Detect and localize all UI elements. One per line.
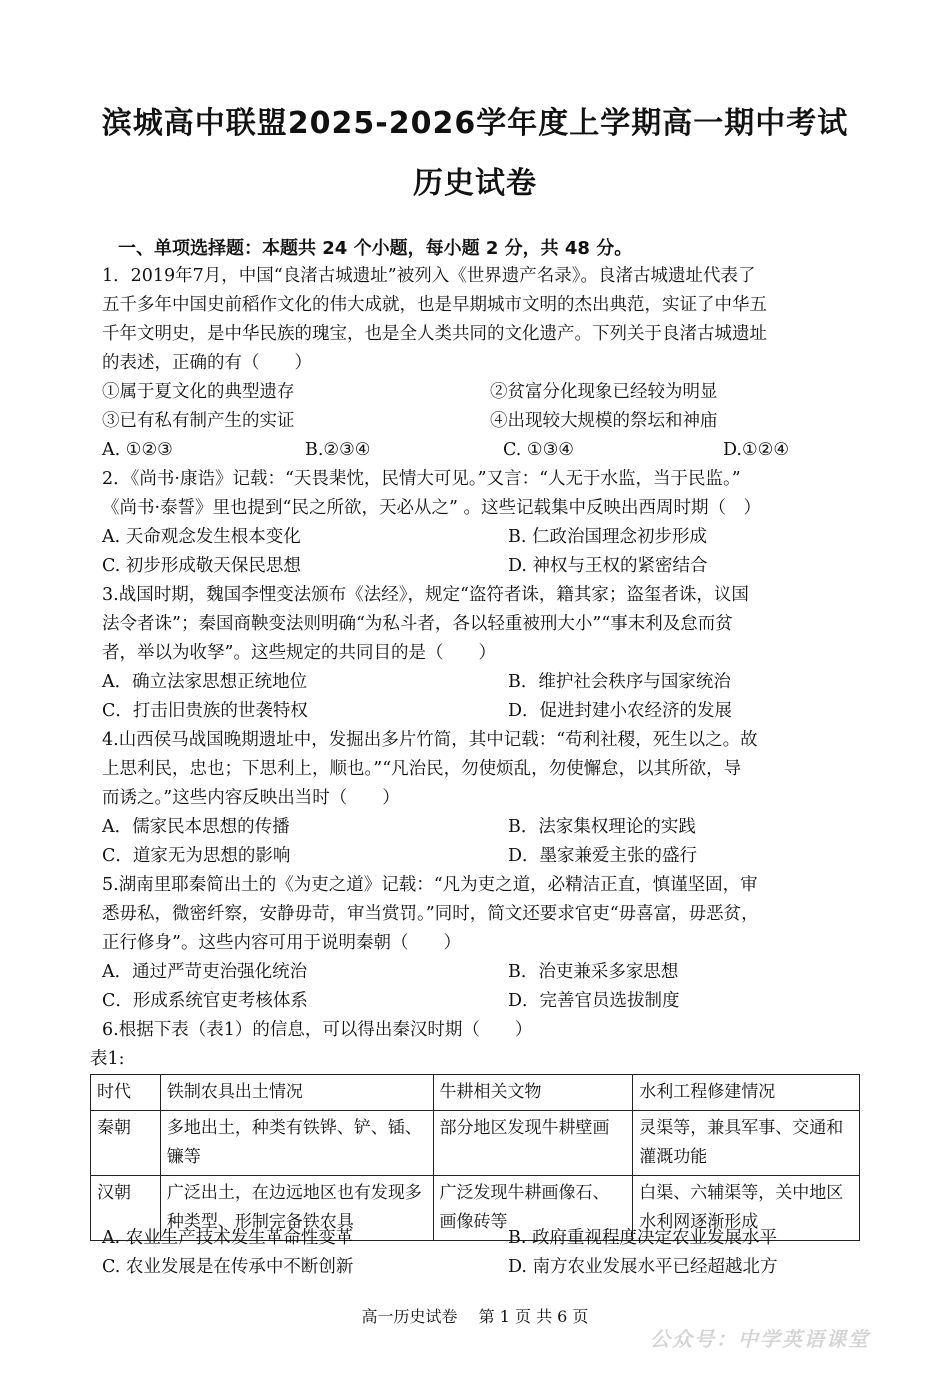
q5-option-a: A．通过严苛吏治强化统治	[102, 962, 308, 982]
q6-stem: 6.根据下表（表1）的信息，可以得出秦汉时期（ ）	[102, 1020, 533, 1040]
q3-stem-line: 3.战国时期，魏国李悝变法颁布《法经》，规定“盗符者诛，籍其家；盗玺者诛，议国	[102, 585, 749, 605]
q1-item: ①属于夏文化的典型遗存	[102, 382, 295, 402]
table-cell: 汉朝	[91, 1176, 161, 1241]
table-header-cell: 牛耕相关文物	[433, 1075, 633, 1111]
q2-option-b: B. 仁政治国理念初步形成	[508, 527, 707, 547]
q1-stem-line: 的表述，正确的有（ ）	[102, 353, 312, 373]
q4-stem-line: 上思利民，忠也；下思利上，顺也。”“凡治民，勿使烦乱，勿使懈怠，以其所欲，导	[102, 759, 742, 779]
q6-option-b: B. 政府重视程度决定农业发展水平	[508, 1228, 777, 1248]
watermark: 公众号：中学英语课堂	[650, 1327, 870, 1351]
q3-stem-line: 者，举以为收孥”。这些规定的共同目的是（ ）	[102, 643, 496, 663]
q1-item: ④出现较大规模的祭坛和神庙	[490, 411, 718, 431]
q3-option-a: A．确立法家思想正统地位	[102, 672, 308, 692]
table-header-cell: 铁制农具出土情况	[160, 1075, 433, 1111]
q3-option-c: C．打击旧贵族的世袭特权	[102, 701, 308, 721]
q4-option-d: D．墨家兼爱主张的盛行	[508, 846, 698, 866]
q5-option-b: B．治吏兼采多家思想	[508, 962, 679, 982]
q1-option-a: A. ①②③	[102, 440, 173, 460]
q4-option-b: B．法家集权理论的实践	[508, 817, 696, 837]
q2-stem-line: 2．《尚书·康诰》记载：“天畏棐忱，民情大可见。”又言：“人无于水监，当于民监。”	[102, 469, 741, 489]
table-cell: 秦朝	[91, 1111, 161, 1176]
q5-stem-line: 5.湖南里耶秦简出土的《为吏之道》记载：“凡为吏之道，必精洁正直，慎谨坚固，审	[102, 875, 758, 895]
q1-option-c: C. ①③④	[503, 440, 574, 460]
q5-option-c: C．形成系统官吏考核体系	[102, 991, 308, 1011]
q3-stem-line: 法令者诛”；秦国商鞅变法则明确“为私斗者，各以轻重被刑大小”“事末利及怠而贫	[102, 614, 733, 634]
q2-option-c: C. 初步形成敬天保民思想	[102, 556, 301, 576]
q3-option-d: D．促进封建小农经济的发展	[508, 701, 733, 721]
q6-option-a: A. 农业生产技术发生革命性变革	[102, 1228, 354, 1248]
section-heading: 一、单项选择题：本题共 24 个小题，每小题 2 分，共 48 分。	[118, 238, 633, 259]
q1-stem-line: 千年文明史，是中华民族的瑰宝，也是全人类共同的文化遗产。下列关于良渚古城遗址	[102, 324, 767, 344]
q4-option-a: A．儒家民本思想的传播	[102, 817, 290, 837]
q6-option-d: D. 南方农业发展水平已经超越北方	[508, 1257, 778, 1277]
table-cell: 广泛发现牛耕画像石、画像砖等	[433, 1176, 633, 1241]
q3-option-b: B．维护社会秩序与国家统治	[508, 672, 731, 692]
exam-subtitle: 历史试卷	[413, 166, 537, 201]
q5-option-d: D．完善官员选拔制度	[508, 991, 680, 1011]
q4-stem-line: 而诱之。”这些内容反映出当时（ ）	[102, 788, 400, 808]
table-header-cell: 时代	[91, 1075, 161, 1111]
q1-item: ③已有私有制产生的实证	[102, 411, 295, 431]
q4-stem-line: 4.山西侯马战国晚期遗址中，发掘出多片竹简，其中记载：“苟利社稷，死生以之。故	[102, 730, 758, 750]
q2-stem-line: 《尚书·泰誓》里也提到“民之所欲，天必从之” 。这些记载集中反映出西周时期（ ）	[102, 498, 762, 518]
table-caption: 表1:	[90, 1049, 125, 1069]
q2-option-a: A. 天命观念发生根本变化	[102, 527, 301, 547]
q1-option-b: B.②③④	[305, 440, 371, 460]
q5-stem-line: 正行修身”。这些内容可用于说明秦朝（ ）	[102, 933, 461, 953]
q5-stem-line: 悉毋私，微密纤察，安静毋苛，审当赏罚。”同时，简文还要求官吏“毋喜富，毋恶贫，	[102, 904, 759, 924]
table-cell: 部分地区发现牛耕壁画	[433, 1111, 633, 1176]
q1-item: ②贫富分化现象已经较为明显	[490, 382, 718, 402]
table-cell: 多地出土，种类有铁铧、铲、锸、镰等	[160, 1111, 433, 1176]
table-header-cell: 水利工程修建情况	[633, 1075, 860, 1111]
table-cell: 白渠、六辅渠等，关中地区水利网逐渐形成	[633, 1176, 860, 1241]
q2-option-d: D. 神权与王权的紧密结合	[508, 556, 708, 576]
data-table	[90, 1074, 860, 1241]
table-row	[91, 1111, 860, 1176]
q6-option-c: C. 农业发展是在传承中不断创新	[102, 1257, 354, 1277]
q4-option-c: C．道家无为思想的影响	[102, 846, 291, 866]
exam-title: 滨城高中联盟2025-2026学年度上学期高一期中考试	[101, 106, 849, 141]
table-cell: 灵渠等，兼具军事、交通和灌溉功能	[633, 1111, 860, 1176]
table-header-row	[91, 1075, 860, 1111]
q1-stem-line: 1．2019年7月，中国“良渚古城遗址”被列入《世界遗产名录》。良渚古城遗址代表了	[102, 266, 756, 286]
q1-stem-line: 五千多年中国史前稻作文化的伟大成就，也是早期城市文明的杰出典范，实证了中华五	[102, 295, 767, 315]
page-footer: 高一历史试卷 第 1 页 共 6 页	[361, 1307, 589, 1326]
table-cell: 广泛出土，在边远地区也有发现多种类型、形制完备铁农具	[160, 1176, 433, 1241]
q1-option-d: D.①②④	[723, 440, 790, 460]
